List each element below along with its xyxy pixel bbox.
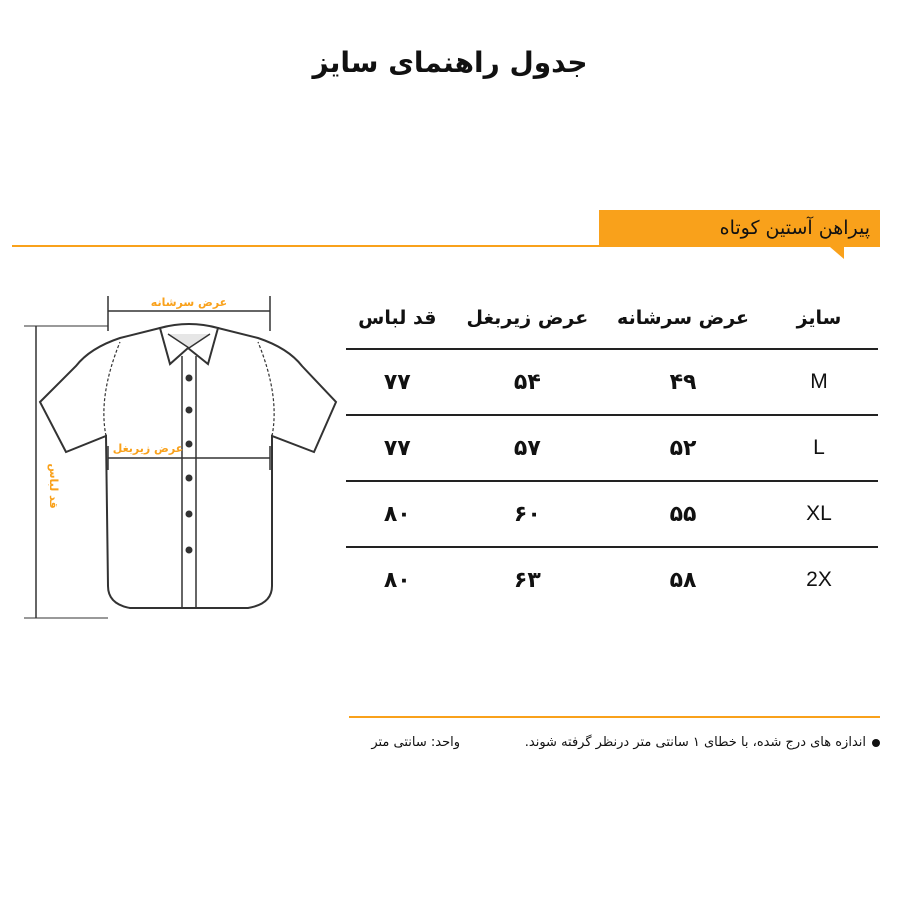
cell-shoulder: ۵۲ (606, 415, 760, 481)
button-2 (186, 407, 193, 414)
shirt-illustration (20, 286, 350, 636)
footer-note-text: اندازه های درج شده، با خطای ۱ سانتی متر درنظر گرفته شوند. (524, 735, 866, 750)
bullet-icon (872, 739, 880, 747)
cell-size: XL (760, 481, 878, 547)
table-row (346, 481, 878, 547)
cell-shoulder: ۵۸ (669, 567, 697, 593)
cell-shoulder: ۴۹ (606, 349, 760, 415)
header-shoulder-width: عرض سرشانه (606, 288, 760, 349)
cell-size: M (760, 349, 878, 415)
table-row (346, 349, 878, 415)
button-1 (186, 375, 193, 382)
shirt-body-outline (40, 328, 336, 608)
shirt-diagram (20, 286, 350, 636)
footer-divider (349, 716, 880, 718)
table-row (346, 415, 878, 481)
button-3 (186, 441, 193, 448)
tab-fold-corner (830, 247, 844, 259)
header-size: سایز (760, 288, 878, 349)
header-armpit-width: عرض زیربغل (449, 288, 607, 349)
cell-length: ۸۰ (346, 481, 449, 547)
cell-armpit: ۶۳ (513, 567, 541, 593)
button-4 (186, 475, 193, 482)
cell-shoulder: ۵۵ (606, 481, 760, 547)
page-title: جدول راهنمای سایز (312, 46, 588, 79)
section-title: پیراهن آستین کوتاه (719, 217, 870, 239)
cell-armpit: ۶۰ (449, 481, 607, 547)
unit-label: واحد: سانتی متر (371, 735, 460, 750)
length-measure-label: قد لباس (47, 463, 60, 509)
footer-note (470, 735, 880, 750)
armpit-measure-label: عرض زیربغل (112, 442, 184, 455)
cell-length: ۸۰ (383, 567, 411, 593)
section-tab (599, 210, 880, 247)
cell-armpit: ۵۴ (449, 349, 607, 415)
cell-length: ۷۷ (346, 415, 449, 481)
cell-armpit: ۵۷ (449, 415, 607, 481)
cell-size: 2X (806, 568, 832, 591)
table-header-row (346, 288, 878, 349)
shoulder-measure-label: عرض سرشانه (150, 296, 228, 309)
cell-size: L (760, 415, 878, 481)
button-6 (186, 547, 193, 554)
table-row (346, 547, 878, 612)
size-table (346, 288, 878, 612)
header-length: قد لباس (346, 288, 449, 349)
cell-length: ۷۷ (346, 349, 449, 415)
button-5 (186, 511, 193, 518)
